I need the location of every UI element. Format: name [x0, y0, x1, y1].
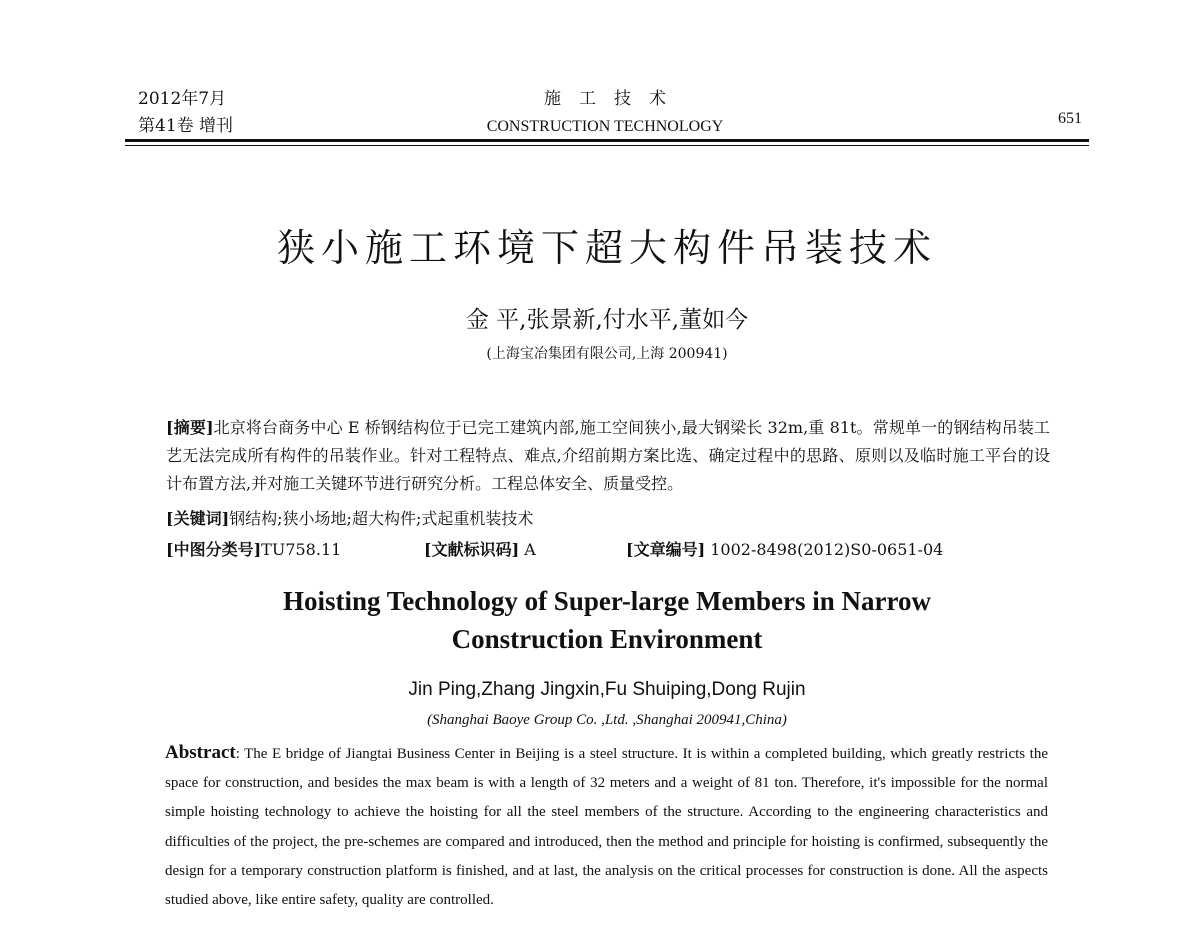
abstract-cn-label: [摘要]: [166, 418, 214, 437]
issue-date: 2012年7月: [138, 89, 227, 109]
doc-code-value: A: [524, 540, 536, 559]
classification-value: TU758.11: [261, 540, 342, 559]
article-id-value: 1002-8498(2012)S0-0651-04: [710, 540, 944, 559]
keywords-cn-text: 钢结构;狭小场地;超大构件;式起重机装技术: [229, 509, 534, 528]
classification-number: [166, 537, 341, 563]
authors-cn: 金 平,张景新,付水平,董如今: [465, 307, 749, 333]
journal-name-cn: 施工技术: [544, 89, 684, 109]
doc-code-label: [文献标识码]: [424, 540, 520, 559]
abstract-en-label: Abstract: [165, 742, 236, 763]
page-number: 651: [1058, 110, 1082, 127]
header-rule-thin: [125, 145, 1089, 146]
header-left: [138, 86, 233, 140]
keywords-cn-label: [关键词]: [166, 509, 230, 528]
header-center: [420, 86, 790, 140]
paper-title-en: [150, 582, 1064, 658]
abstract-cn-text: 北京将台商务中心 E 桥钢结构位于已完工建筑内部,施工空间狭小,最大钢梁长 32m,重 81t。常规单一的钢结构吊装工艺无法完成所有构件的吊装作业。针对工程特点、难点,介绍前期方案比选、确定过程中的思路、原则以及临时施工平台的设计布置方法,并对施工关键环节进行研究分析。工程总体安全、质量受控。: [166, 418, 1050, 493]
affiliation-cn: (上海宝冶集团有限公司,上海 200941): [486, 346, 728, 362]
affiliation-en: (Shanghai Baoye Group Co. ,Ltd. ,Shanghai 200941,China): [427, 712, 787, 728]
keywords-cn: [166, 506, 1050, 532]
paper-title-cn: 狭小施工环境下超大构件吊装技术: [276, 226, 937, 270]
article-number: [626, 537, 943, 563]
volume-info: 第41卷 增刊: [138, 116, 234, 136]
abstract-en-colon: :: [235, 746, 245, 762]
document-code: [424, 537, 536, 563]
title-en-line-1: Hoisting Technology of Super-large Members in Narrow: [283, 586, 931, 616]
header-rule-thick: [125, 139, 1089, 142]
journal-name-en: CONSTRUCTION TECHNOLOGY: [486, 118, 724, 135]
abstract-en: [165, 738, 1048, 915]
abstract-en-text: The E bridge of Jiangtai Business Center in Beijing is a steel structure. It is within a completed building, which greatly restricts the space for construction, and besides the max beam is with a length of 32 meters and a weight of 81 ton. Therefore, it's impossible for the normal simple hoisting technology to achieve the hoisting for all the steel members of the structure. According to the engineering characteristics and difficulties of the project, the pre-schemes are compared and introduced, then the method and principle for hoisting is confirmed, subsequently the design for a temporary construction platform is finished, and at last, the analysis on the critical processes for construction is done. All the aspects studied above, like entire safety, quality are controlled.: [165, 746, 1048, 909]
abstract-cn: [166, 414, 1050, 498]
authors-en: Jin Ping,Zhang Jingxin,Fu Shuiping,Dong Rujin: [408, 679, 806, 700]
title-en-line-2: Construction Environment: [451, 624, 763, 654]
article-id-label: [文章编号]: [626, 540, 706, 559]
classification-label: [中图分类号]: [166, 540, 262, 559]
